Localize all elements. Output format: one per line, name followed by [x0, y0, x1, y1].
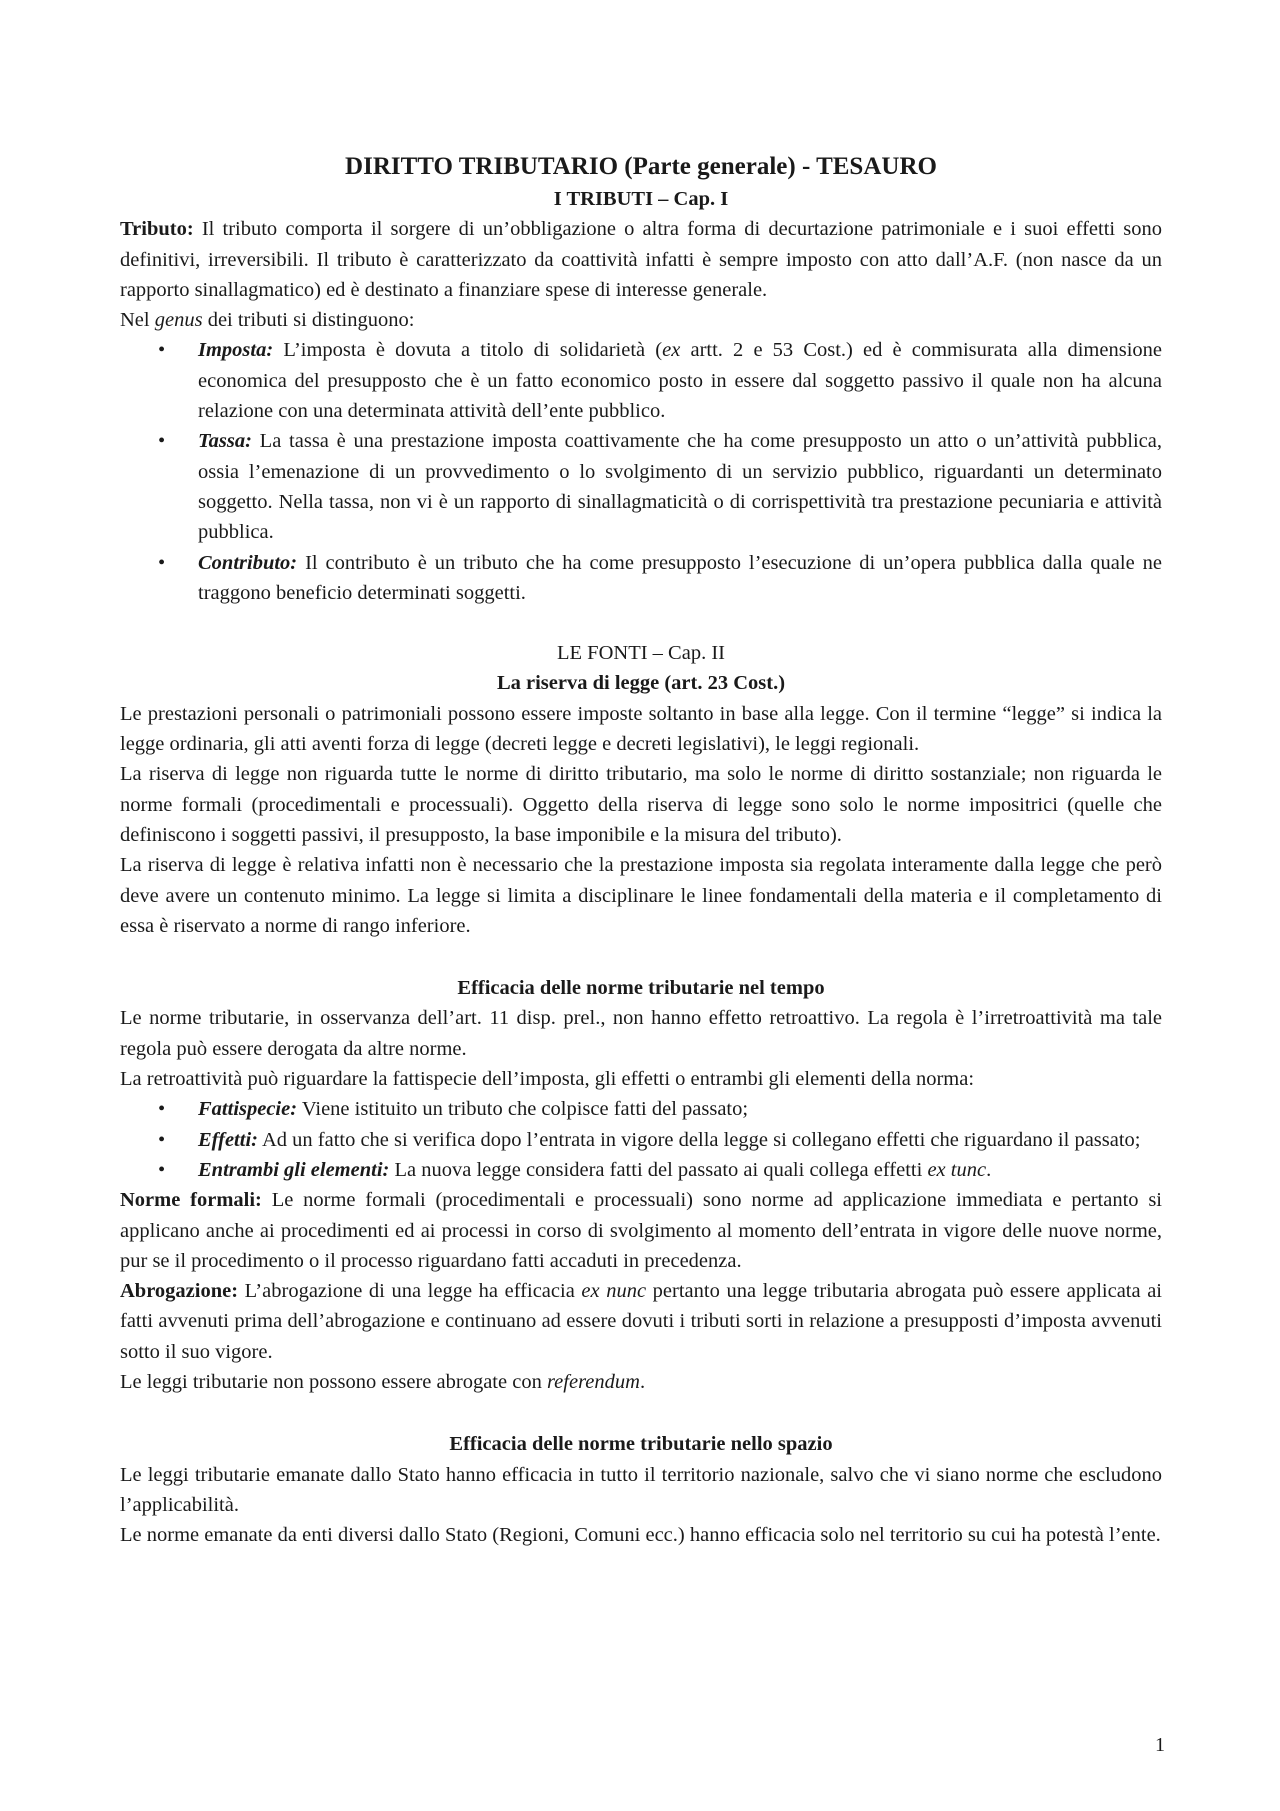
- spazio-paragraph-2: Le norme emanate da enti diversi dallo Stato (Regioni, Comuni ecc.) hanno efficacia solo nel territorio su cui ha potestà l’ente.: [120, 1524, 1161, 1547]
- genus-pre: Nel: [120, 309, 155, 332]
- referendum-paragraph: [120, 1367, 1162, 1397]
- tassa-text: La tassa è una prestazione imposta coattivamente che ha come presupposto un atto o un’attività pubblica, ossia l’emenazione di un provvedimento o lo svolgimento di un servizio pubblico, riguardanti un determinato soggetto. Nella tassa, non vi è un rapporto di sinallagmaticità o di corrispettività tra prestazione pecuniaria e attività pubblica.: [198, 430, 1162, 544]
- effetti-label: Effetti:: [198, 1128, 258, 1151]
- abrogazione-text-a: L’abrogazione di una legge ha efficacia: [238, 1280, 582, 1303]
- imposta-text-a: L’imposta è dovuta a titolo di solidarietà (: [273, 339, 663, 362]
- entrambi-label: Entrambi gli elementi:: [198, 1158, 390, 1181]
- fonti-paragraph-3: La riserva di legge è relativa infatti non è necessario che la prestazione imposta sia regolata interamente dalla legge che però deve avere un contenuto minimo. La legge si limita a disciplinare le linee fondamentali della materia e il completamento di essa è riservato a norme di rango inferiore.: [120, 854, 1162, 937]
- subheading-tempo: Efficacia delle norme tributarie nel tempo: [457, 977, 825, 1000]
- bullet-icon: •: [158, 1158, 166, 1181]
- section-heading-tributi: I TRIBUTI – Cap. I: [553, 188, 729, 210]
- imposta-ex: ex: [662, 339, 681, 362]
- document-body: [120, 150, 1162, 1550]
- abrogazione-text-b: pertanto una legge tributaria abrogata può essere applicata ai fatti avvenuti prima dell’abrogazione e continuano ad essere dovuti i tributi sorti in relazione a presupposti d’imposta avvenuti sotto il suo vigore.: [120, 1280, 1162, 1363]
- norme-formali-paragraph: [120, 1185, 1162, 1276]
- fattispecie-label: Fattispecie:: [198, 1098, 298, 1121]
- tassa-label: Tassa:: [198, 430, 252, 453]
- genus-word: genus: [154, 309, 203, 332]
- tributo-label: Tributo:: [120, 218, 194, 241]
- tempo-paragraph-2: La retroattività può riguardare la fattispecie dell’imposta, gli effetti o entrambi gli elementi della norma:: [120, 1068, 975, 1091]
- effetti-text: Ad un fatto che si verifica dopo l’entrata in vigore della legge si collegano effetti che riguardano il passato;: [257, 1128, 1141, 1151]
- list-item-contributo: [120, 548, 1162, 609]
- referendum-text-a: Le leggi tributarie non possono essere abrogate con: [120, 1370, 547, 1393]
- bullet-icon: •: [158, 551, 166, 574]
- imposta-label: Imposta:: [198, 339, 274, 362]
- list-item-entrambi: [120, 1155, 1162, 1185]
- abrogazione-paragraph: [120, 1276, 1162, 1367]
- norme-formali-label: Norme formali:: [120, 1189, 262, 1212]
- page-number: 1: [1155, 1734, 1165, 1756]
- list-item-imposta: [120, 335, 1162, 426]
- spazio-paragraph-1: Le leggi tributarie emanate dallo Stato hanno efficacia in tutto il territorio nazionale, salvo che vi siano norme che escludono l’applicabilità.: [120, 1463, 1162, 1516]
- entrambi-text: La nuova legge considera fatti del passato ai quali collega effetti: [389, 1158, 928, 1181]
- bullet-icon: •: [158, 339, 166, 362]
- fattispecie-text: Viene istituito un tributo che colpisce fatti del passato;: [297, 1098, 749, 1121]
- tributi-list: [120, 335, 1162, 608]
- subheading-spazio: Efficacia delle norme tributarie nello spazio: [449, 1433, 833, 1456]
- section-heading-fonti: LE FONTI – Cap. II: [557, 642, 725, 665]
- list-item-fattispecie: [120, 1094, 1162, 1124]
- referendum-text-b: .: [639, 1370, 646, 1393]
- genus-intro: [120, 305, 1162, 335]
- referendum-word: referendum: [546, 1370, 640, 1393]
- list-item-tassa: [120, 426, 1162, 547]
- bullet-icon: •: [158, 1098, 166, 1121]
- tributo-definition: [120, 214, 1162, 305]
- fonti-paragraph-2: La riserva di legge non riguarda tutte le norme di diritto tributario, ma solo le norme di diritto sostanziale; non riguarda le norme formali (procedimentali e processuali). Oggetto della riserva di legge sono solo le norme impositrici (quelle che definiscono i soggetti passivi, il presupposto, la base imponibile e la misura del tributo).: [120, 763, 1162, 846]
- fonti-paragraph-1: Le prestazioni personali o patrimoniali possono essere imposte soltanto in base alla legge. Con il termine “legge” si indica la legge ordinaria, gli atti aventi forza di legge (decreti legge e decreti legislativi), le leggi regionali.: [120, 702, 1162, 756]
- contributo-label: Contributo:: [198, 551, 298, 574]
- genus-post: dei tributi si distinguono:: [202, 309, 415, 332]
- tributo-text: Il tributo comporta il sorgere di un’obbligazione o altra forma di decurtazione patrimoniale e i suoi effetti sono definitivi, irreversibili. Il tributo è caratterizzato da coattività infatti è sempre imposto con atto dall’A.F. (non nasce da un rapporto sinallagmatico) ed è destinato a finanziare spese di interesse generale.: [120, 218, 1162, 301]
- norme-formali-text: Le norme formali (procedimentali e processuali) sono norme ad applicazione immediata e pertanto si applicano anche ai procedimenti ed ai processi in corso di svolgimento al momento dell’entrata in vigore delle nuove norme, pur se il procedimento o il processo riguardano fatti accaduti in precedenza.: [120, 1189, 1162, 1272]
- bullet-icon: •: [158, 1128, 166, 1151]
- document-title: DIRITTO TRIBUTARIO (Parte generale) - TESAURO: [345, 153, 937, 180]
- subheading-riserva: La riserva di legge (art. 23 Cost.): [496, 672, 786, 695]
- imposta-text-b: artt. 2 e 53 Cost.) ed è commisurata alla dimensione economica del presupposto che è un fatto economico posto in essere dal soggetto passivo il quale non ha alcuna relazione con una determinata attività dell’ente pubblico.: [198, 339, 1162, 423]
- abrogazione-ex-nunc: ex nunc: [581, 1280, 647, 1303]
- bullet-icon: •: [158, 430, 166, 453]
- abrogazione-label: Abrogazione:: [120, 1280, 239, 1303]
- tempo-paragraph-1: Le norme tributarie, in osservanza dell’art. 11 disp. prel., non hanno effetto retroattivo. La regola è l’irretroattività ma tale regola può essere derogata da altre norme.: [120, 1007, 1162, 1060]
- list-item-effetti: [120, 1125, 1162, 1155]
- entrambi-ex-tunc: ex tunc: [927, 1158, 987, 1181]
- retroattivita-list: [120, 1094, 1162, 1185]
- contributo-text: Il contributo è un tributo che ha come presupposto l’esecuzione di un’opera pubblica dalla quale ne traggono beneficio determinati soggetti.: [198, 551, 1162, 604]
- entrambi-tail: .: [986, 1158, 992, 1181]
